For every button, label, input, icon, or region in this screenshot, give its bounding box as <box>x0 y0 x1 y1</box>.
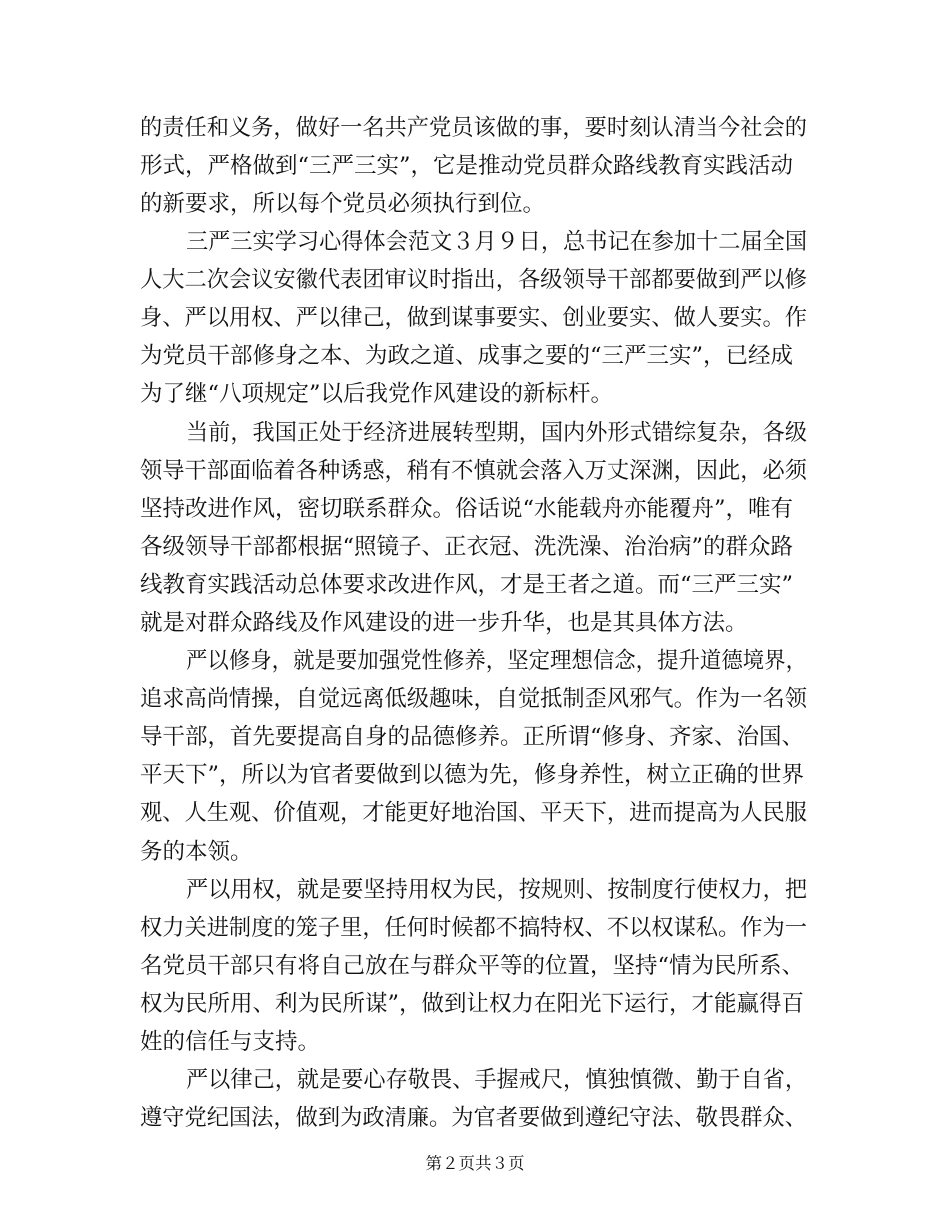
line-text: 严以修身，就是要加强党性修养，坚定理想信念，提升道德境界， <box>186 648 807 674</box>
line-text: 平天下”，所以为官者要做到以德为先，修身养性，树立正确的世界 <box>140 762 805 788</box>
line-text: 名党员干部只有将自己放在与群众平等的位置，坚持“情为民所系、 <box>140 953 805 979</box>
line-text: 当前，我国正处于经济进展转型期，国内外形式错综复杂，各级 <box>186 420 808 446</box>
line-text: 为党员干部修身之本、为政之道、成事之要的“三严三实”，已经成 <box>140 343 794 369</box>
line-text: 的责任和义务，做好一名共产党员该做的事，要时刻认清当今社会的 <box>140 115 807 141</box>
line-text: 严以律己，就是要心存敬畏、手握戒尺，慎独慎微、勤于自省， <box>186 1067 808 1093</box>
line-text: 就是对群众路线及作风建设的进一步升华，也是其具体方法。 <box>140 610 748 636</box>
line-text: 各级领导干部都根据“照镜子、正衣冠、洗洗澡、治治病”的群众路 <box>140 534 794 560</box>
page-footer: 第２页共３页 <box>425 1154 525 1173</box>
line-text: 三严三实学习心得体会范文３月９日，总书记在参加十二届全国 <box>186 229 808 255</box>
line-text: 的新要求，所以每个党员必须执行到位。 <box>140 191 546 217</box>
line-text: 人大二次会议安徽代表团审议时指出，各级领导干部都要做到严以修 <box>140 267 807 293</box>
line-text: 遵守党纪国法，做到为政清廉。为官者要做到遵纪守法、敬畏群众、 <box>140 1105 807 1131</box>
line-text: 线教育实践活动总体要求改进作风，才是王者之道。而“三严三实” <box>140 572 794 598</box>
line-text: 严以用权，就是要坚持用权为民，按规则、按制度行使权力，把 <box>186 877 808 903</box>
line-text: 领导干部面临着各种诱惑，稍有不慎就会落入万丈深渊，因此，必须 <box>140 458 807 484</box>
line-text: 为了继“八项规定”以后我党作风建设的新标杆。 <box>140 381 614 407</box>
line-text: 追求高尚情操，自觉远离低级趣味，自觉抵制歪风邪气。作为一名领 <box>140 686 807 712</box>
line-text: 权为民所用、利为民所谋”，做到让权力在阳光下运行，才能赢得百 <box>140 991 805 1017</box>
line-text: 务的本领。 <box>140 839 253 865</box>
line-text: 观、人生观、价值观，才能更好地治国、平天下，进而提高为人民服 <box>140 800 807 826</box>
line-text: 形式，严格做到“三严三实”，它是推动党员群众路线教育实践活动 <box>140 153 794 179</box>
line-text: 姓的信任与支持。 <box>140 1029 321 1055</box>
line-text: 导干部，首先要提高自身的品德修养。正所谓“修身、齐家、治国、 <box>140 724 805 750</box>
line-text: 权力关进制度的笼子里，任何时候都不搞特权、不以权谋私。作为一 <box>140 915 807 941</box>
line-text: 身、严以用权、严以律己，做到谋事要实、创业要实、做人要实。作 <box>140 305 807 331</box>
line-text: 坚持改进作风，密切联系群众。俗话说“水能载舟亦能覆舟”，唯有 <box>140 496 794 522</box>
